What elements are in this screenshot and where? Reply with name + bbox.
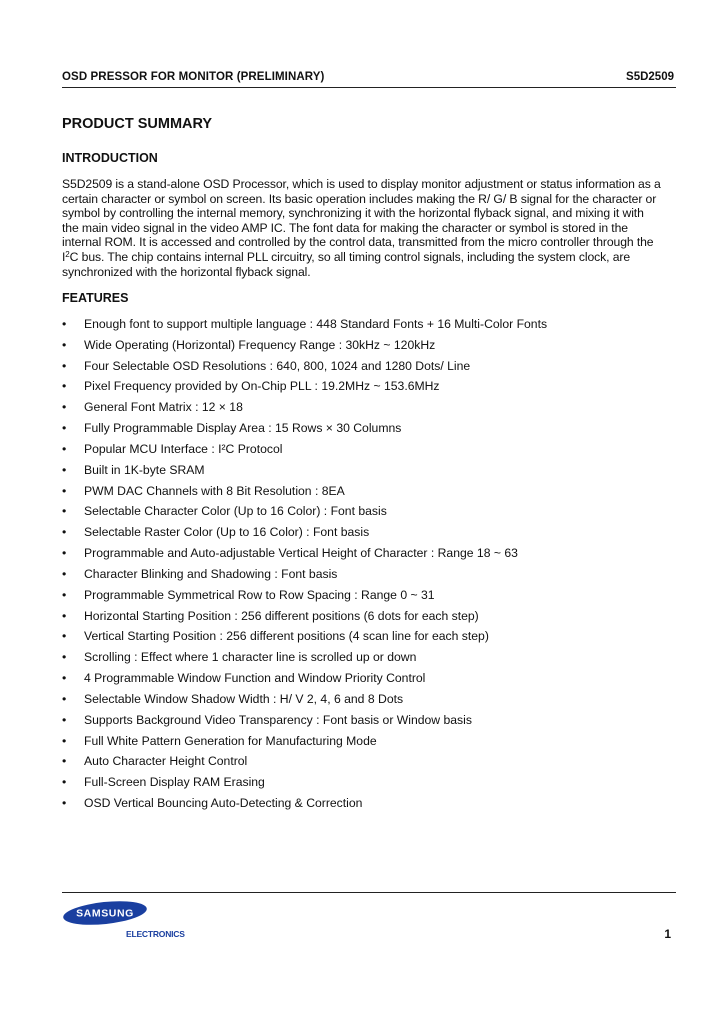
feature-item bbox=[62, 545, 682, 566]
bullet-icon: • bbox=[62, 462, 67, 477]
feature-item bbox=[62, 753, 682, 774]
feature-text: Fully Programmable Display Area : 15 Rows × 30 Columns bbox=[84, 421, 402, 436]
feature-item bbox=[62, 691, 682, 712]
feature-text: PWM DAC Channels with 8 Bit Resolution : 8EA bbox=[84, 483, 345, 498]
feature-item bbox=[62, 399, 682, 420]
feature-item bbox=[62, 608, 682, 629]
feature-text: Supports Background Video Transparency : Font basis or Window basis bbox=[84, 712, 472, 727]
bullet-icon: • bbox=[62, 337, 67, 352]
bullet-icon: • bbox=[62, 566, 67, 581]
feature-text: Enough font to support multiple language : 448 Standard Fonts + 16 Multi-Color Fonts bbox=[84, 317, 548, 331]
bullet-icon: • bbox=[62, 754, 67, 769]
intro-line-i2c bbox=[62, 250, 676, 265]
feature-item bbox=[62, 358, 682, 379]
feature-item bbox=[62, 587, 682, 608]
bullet-icon: • bbox=[62, 796, 67, 811]
introduction-paragraph bbox=[62, 177, 676, 279]
header-part-number: S5D2509 bbox=[626, 71, 674, 83]
intro-line: internal ROM. It is accessed and controlled by the control data, transmitted from the micro controller through the bbox=[62, 235, 654, 250]
feature-text: OSD Vertical Bouncing Auto-Detecting & Correction bbox=[84, 796, 363, 811]
bullet-icon: • bbox=[62, 379, 67, 394]
feature-text: Horizontal Starting Position : 256 different positions (6 dots for each step) bbox=[84, 608, 479, 623]
feature-text: Scrolling : Effect where 1 character line is scrolled up or down bbox=[84, 650, 417, 665]
logo-subtitle: ELECTRONICS bbox=[126, 929, 185, 939]
intro-line-rest: C bus. The chip contains internal PLL circuitry, so all timing control signals, including the system clock, are bbox=[69, 249, 631, 264]
samsung-logo bbox=[62, 900, 148, 926]
bullet-icon: • bbox=[62, 421, 67, 436]
bullet-icon: • bbox=[62, 504, 67, 519]
bullet-icon: • bbox=[62, 671, 67, 686]
features-list bbox=[62, 316, 682, 816]
feature-item bbox=[62, 670, 682, 691]
bullet-icon: • bbox=[62, 317, 67, 331]
intro-line: symbol by controlling the internal memory, synchronizing it with the horizontal flyback signal, and mixing it with bbox=[62, 206, 644, 221]
feature-item bbox=[62, 649, 682, 670]
feature-text: 4 Programmable Window Function and Window Priority Control bbox=[84, 671, 426, 686]
feature-item bbox=[62, 566, 682, 587]
feature-text: Popular MCU Interface : I²C Protocol bbox=[84, 441, 283, 456]
intro-i-letter: I bbox=[62, 249, 66, 264]
feature-item bbox=[62, 628, 682, 649]
bullet-icon: • bbox=[62, 587, 67, 602]
bullet-icon: • bbox=[62, 546, 67, 561]
feature-item bbox=[62, 316, 682, 337]
feature-item bbox=[62, 337, 682, 358]
introduction-heading: INTRODUCTION bbox=[62, 151, 158, 165]
feature-item bbox=[62, 483, 682, 504]
feature-text: Programmable Symmetrical Row to Row Spacing : Range 0 ~ 31 bbox=[84, 587, 435, 602]
feature-text: Full-Screen Display RAM Erasing bbox=[84, 775, 265, 790]
page-title: PRODUCT SUMMARY bbox=[62, 116, 213, 132]
bullet-icon: • bbox=[62, 400, 67, 415]
bullet-icon: • bbox=[62, 608, 67, 623]
feature-text: General Font Matrix : 12 × 18 bbox=[84, 400, 243, 415]
feature-text: Four Selectable OSD Resolutions : 640, 800, 1024 and 1280 Dots/ Line bbox=[84, 358, 471, 373]
header-divider bbox=[62, 87, 676, 88]
bullet-icon: • bbox=[62, 691, 67, 706]
feature-text: Auto Character Height Control bbox=[84, 754, 248, 769]
feature-text: Vertical Starting Position : 256 different positions (4 scan line for each step) bbox=[84, 629, 489, 644]
feature-item bbox=[62, 795, 682, 816]
feature-text: Full White Pattern Generation for Manufacturing Mode bbox=[84, 733, 377, 748]
feature-item bbox=[62, 420, 682, 441]
feature-item bbox=[62, 441, 682, 462]
bullet-icon: • bbox=[62, 483, 67, 498]
page-number: 1 bbox=[664, 927, 671, 941]
features-heading: FEATURES bbox=[62, 291, 129, 305]
bullet-icon: • bbox=[62, 358, 67, 373]
feature-item bbox=[62, 733, 682, 754]
feature-text: Character Blinking and Shadowing : Font basis bbox=[84, 566, 338, 581]
bullet-icon: • bbox=[62, 441, 67, 456]
bullet-icon: • bbox=[62, 775, 67, 790]
intro-superscript: 2 bbox=[65, 249, 70, 259]
feature-text: Pixel Frequency provided by On-Chip PLL : 19.2MHz ~ 153.6MHz bbox=[84, 379, 440, 394]
bullet-icon: • bbox=[62, 525, 67, 540]
intro-line: S5D2509 is a stand-alone OSD Processor, which is used to display monitor adjustment or status information as a bbox=[62, 177, 661, 191]
logo-wordmark: SAMSUNG bbox=[76, 907, 134, 920]
intro-line: synchronized with the horizontal flyback signal. bbox=[62, 264, 311, 279]
feature-text: Selectable Character Color (Up to 16 Color) : Font basis bbox=[84, 504, 387, 519]
bullet-icon: • bbox=[62, 629, 67, 644]
bullet-icon: • bbox=[62, 712, 67, 727]
footer-divider bbox=[62, 892, 676, 893]
feature-item bbox=[62, 462, 682, 483]
feature-item bbox=[62, 378, 682, 399]
header-title: OSD PRESSOR FOR MONITOR (PRELIMINARY) bbox=[62, 71, 325, 83]
feature-item bbox=[62, 524, 682, 545]
intro-line: certain character or symbol on screen. Its basic operation includes making the R/ G/ B signal for the character or bbox=[62, 191, 657, 206]
bullet-icon: • bbox=[62, 650, 67, 665]
feature-text: Selectable Raster Color (Up to 16 Color) : Font basis bbox=[84, 525, 370, 540]
bullet-icon: • bbox=[62, 733, 67, 748]
feature-item bbox=[62, 503, 682, 524]
feature-text: Built in 1K-byte SRAM bbox=[84, 462, 205, 477]
feature-text: Programmable and Auto-adjustable Vertical Height of Character : Range 18 ~ 63 bbox=[84, 546, 518, 561]
feature-text: Wide Operating (Horizontal) Frequency Range : 30kHz ~ 120kHz bbox=[84, 337, 436, 352]
intro-line: the main video signal in the video AMP IC. The font data for making the character or symbol is stored in the bbox=[62, 220, 628, 235]
feature-item bbox=[62, 774, 682, 795]
feature-text: Selectable Window Shadow Width : H/ V 2, 4, 6 and 8 Dots bbox=[84, 691, 404, 706]
feature-item bbox=[62, 712, 682, 733]
